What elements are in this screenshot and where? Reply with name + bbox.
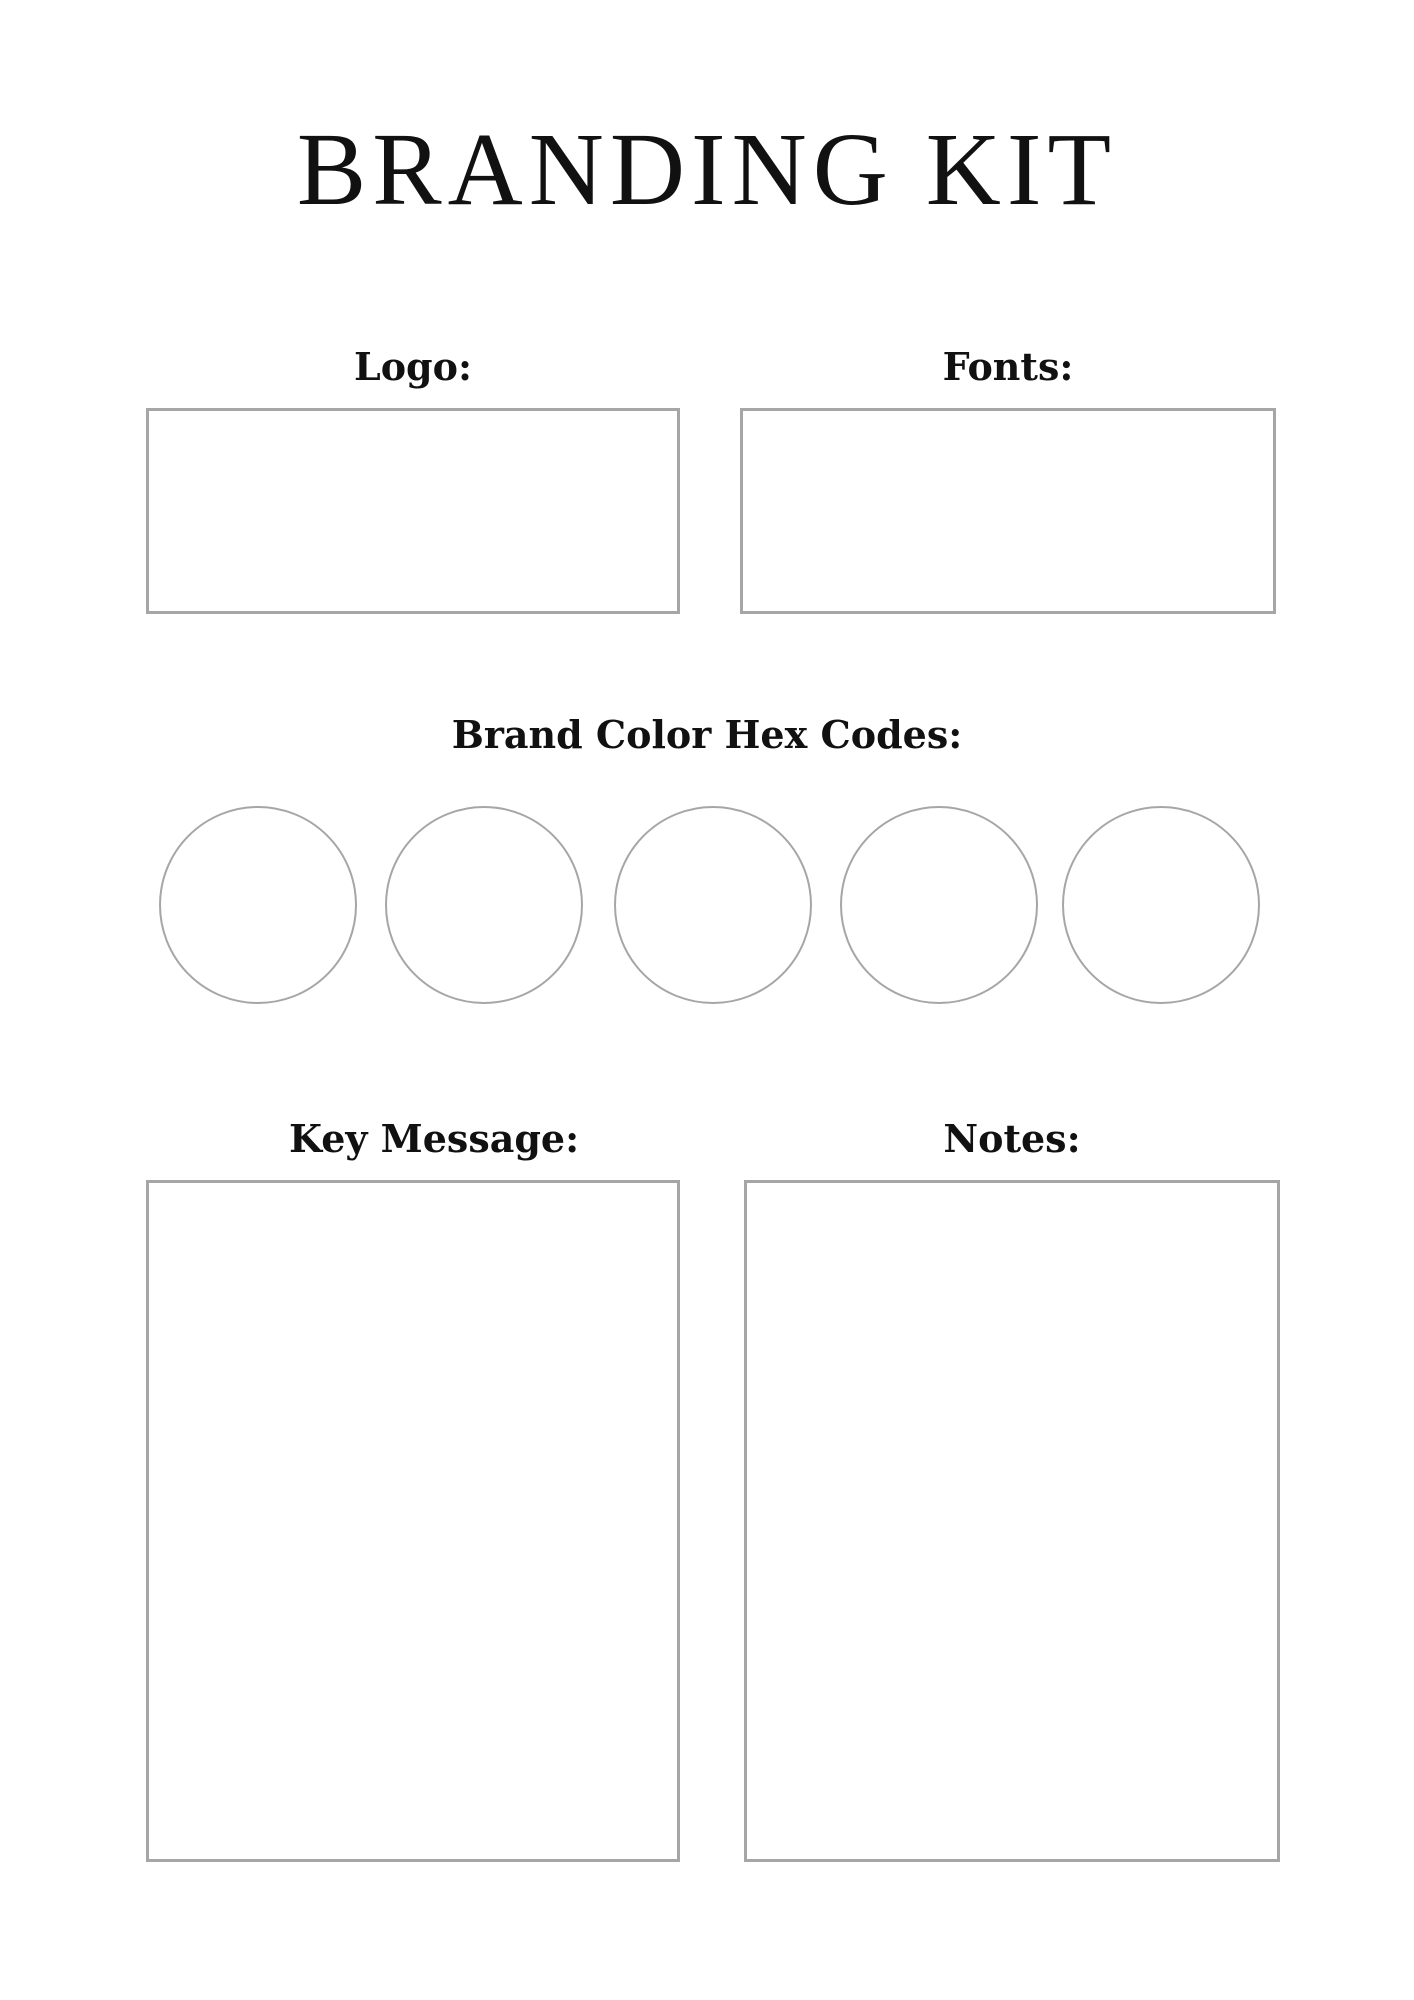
color-swatch-4[interactable] [840, 806, 1038, 1004]
fonts-box[interactable] [740, 408, 1276, 614]
key-message-label: Key Message: [289, 1116, 580, 1161]
color-swatch-1[interactable] [159, 806, 357, 1004]
color-swatch-5[interactable] [1062, 806, 1260, 1004]
color-swatch-2[interactable] [385, 806, 583, 1004]
notes-box[interactable] [744, 1180, 1280, 1862]
notes-label: Notes: [943, 1116, 1081, 1161]
fonts-label: Fonts: [942, 344, 1074, 389]
brand-colors-label: Brand Color Hex Codes: [451, 712, 963, 757]
key-message-box[interactable] [146, 1180, 680, 1862]
color-swatch-3[interactable] [614, 806, 812, 1004]
page-title: BRANDING KIT [296, 112, 1118, 227]
logo-label: Logo: [353, 344, 472, 389]
logo-box[interactable] [146, 408, 680, 614]
